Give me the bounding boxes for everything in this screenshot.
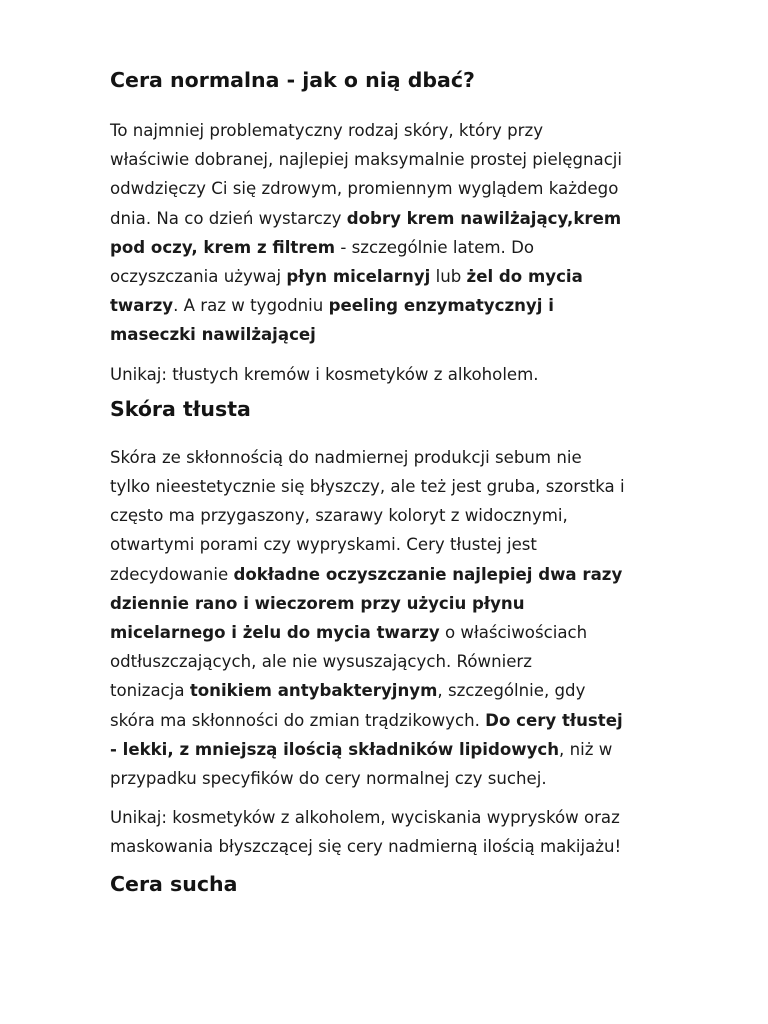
text-line (110, 530, 720, 559)
text-run: Skóra ze skłonnością do nadmiernej produkcji sebum nie (110, 447, 582, 467)
text-line (110, 174, 720, 203)
paragraph-normal-skin-avoid (110, 360, 720, 389)
text-run: Unikaj: kosmetyków z alkoholem, wyciskania wyprysków oraz (110, 808, 620, 828)
text-line (110, 560, 720, 589)
bold-text-run: maseczki nawilżającej (110, 325, 316, 345)
text-line (110, 262, 720, 291)
text-run: tonizacja (110, 681, 190, 701)
text-run: . A raz w tygodniu (173, 296, 329, 316)
text-run: Unikaj: tłustych kremów i kosmetyków z alkoholem. (110, 364, 539, 384)
bold-text-run: żel do mycia (466, 267, 583, 287)
text-run: przypadku specyfików do cery normalnej czy suchej. (110, 769, 547, 789)
text-run: odtłuszczających, ale nie wysuszających. Równierz (110, 652, 532, 672)
text-run: tylko nieestetycznie się błyszczy, ale też jest gruba, szorstka i (110, 477, 625, 497)
text-line (110, 360, 720, 389)
text-line (110, 320, 720, 349)
text-run: , niż w (559, 739, 613, 759)
text-line (110, 589, 720, 618)
paragraph-oily-skin-care (110, 443, 720, 793)
text-run: właściwie dobranej, najlepiej maksymalnie prostej pielęgnacji (110, 150, 623, 170)
text-run: skóra ma skłonności do zmian trądzikowych. (110, 710, 486, 730)
text-line (110, 145, 720, 174)
text-line (110, 764, 720, 793)
text-line (110, 443, 720, 472)
text-run: , szczególnie, gdy (437, 681, 586, 701)
bold-text-run: płyn micelarnyj (286, 267, 431, 287)
text-line (110, 233, 720, 262)
text-line (110, 676, 720, 705)
bold-text-run: dobry krem nawilżający,krem (346, 208, 622, 228)
text-line (110, 618, 720, 647)
bold-text-run: dziennie rano i wieczorem przy użyciu płynu (110, 593, 525, 613)
section-heading-oily-skin: Skóra tłusta (110, 396, 251, 421)
text-run: lub (430, 267, 467, 287)
text-run: oczyszczania używaj (110, 267, 287, 287)
text-line (110, 735, 720, 764)
text-line (110, 472, 720, 501)
paragraph-oily-skin-avoid (110, 803, 720, 861)
text-line (110, 116, 720, 145)
text-run: maskowania błyszczącej się cery nadmierną ilością makijażu! (110, 837, 622, 857)
text-run: o właściwościach (439, 623, 588, 643)
text-run: dnia. Na co dzień wystarczy (110, 208, 347, 228)
text-line (110, 204, 720, 233)
text-line (110, 291, 720, 320)
paragraph-normal-skin-care (110, 116, 720, 350)
text-line (110, 706, 720, 735)
bold-text-run: tonikiem antybakteryjnym (189, 681, 438, 701)
text-run: - szczególnie latem. Do (335, 237, 535, 257)
text-line (110, 832, 720, 861)
text-run: zdecydowanie (110, 564, 234, 584)
bold-text-run: twarzy (110, 296, 174, 316)
bold-text-run: pod oczy, krem z filtrem (110, 237, 336, 257)
bold-text-run: peeling enzymatycznyj i (328, 296, 554, 316)
bold-text-run: dokładne oczyszczanie najlepiej dwa razy (233, 564, 623, 584)
text-line (110, 803, 720, 832)
section-heading-normal-skin: Cera normalna - jak o nią dbać? (110, 68, 475, 92)
text-line (110, 501, 720, 530)
bold-text-run: Do cery tłustej (485, 710, 623, 730)
bold-text-run: - lekki, z mniejszą ilością składników lipidowych (110, 739, 560, 759)
text-run: To najmniej problematyczny rodzaj skóry, który przy (110, 121, 544, 140)
text-run: odwdzięczy Ci się zdrowym, promiennym wyglądem każdego (110, 179, 619, 199)
bold-text-run: micelarnego i żelu do mycia twarzy (110, 623, 440, 643)
section-heading-dry-skin: Cera sucha (110, 871, 238, 896)
text-run: często ma przygaszony, szarawy koloryt z widocznymi, (110, 506, 568, 526)
text-line (110, 647, 720, 676)
text-run: otwartymi porami czy wypryskami. Cery tłustej jest (110, 535, 537, 555)
document-page (110, 66, 720, 898)
